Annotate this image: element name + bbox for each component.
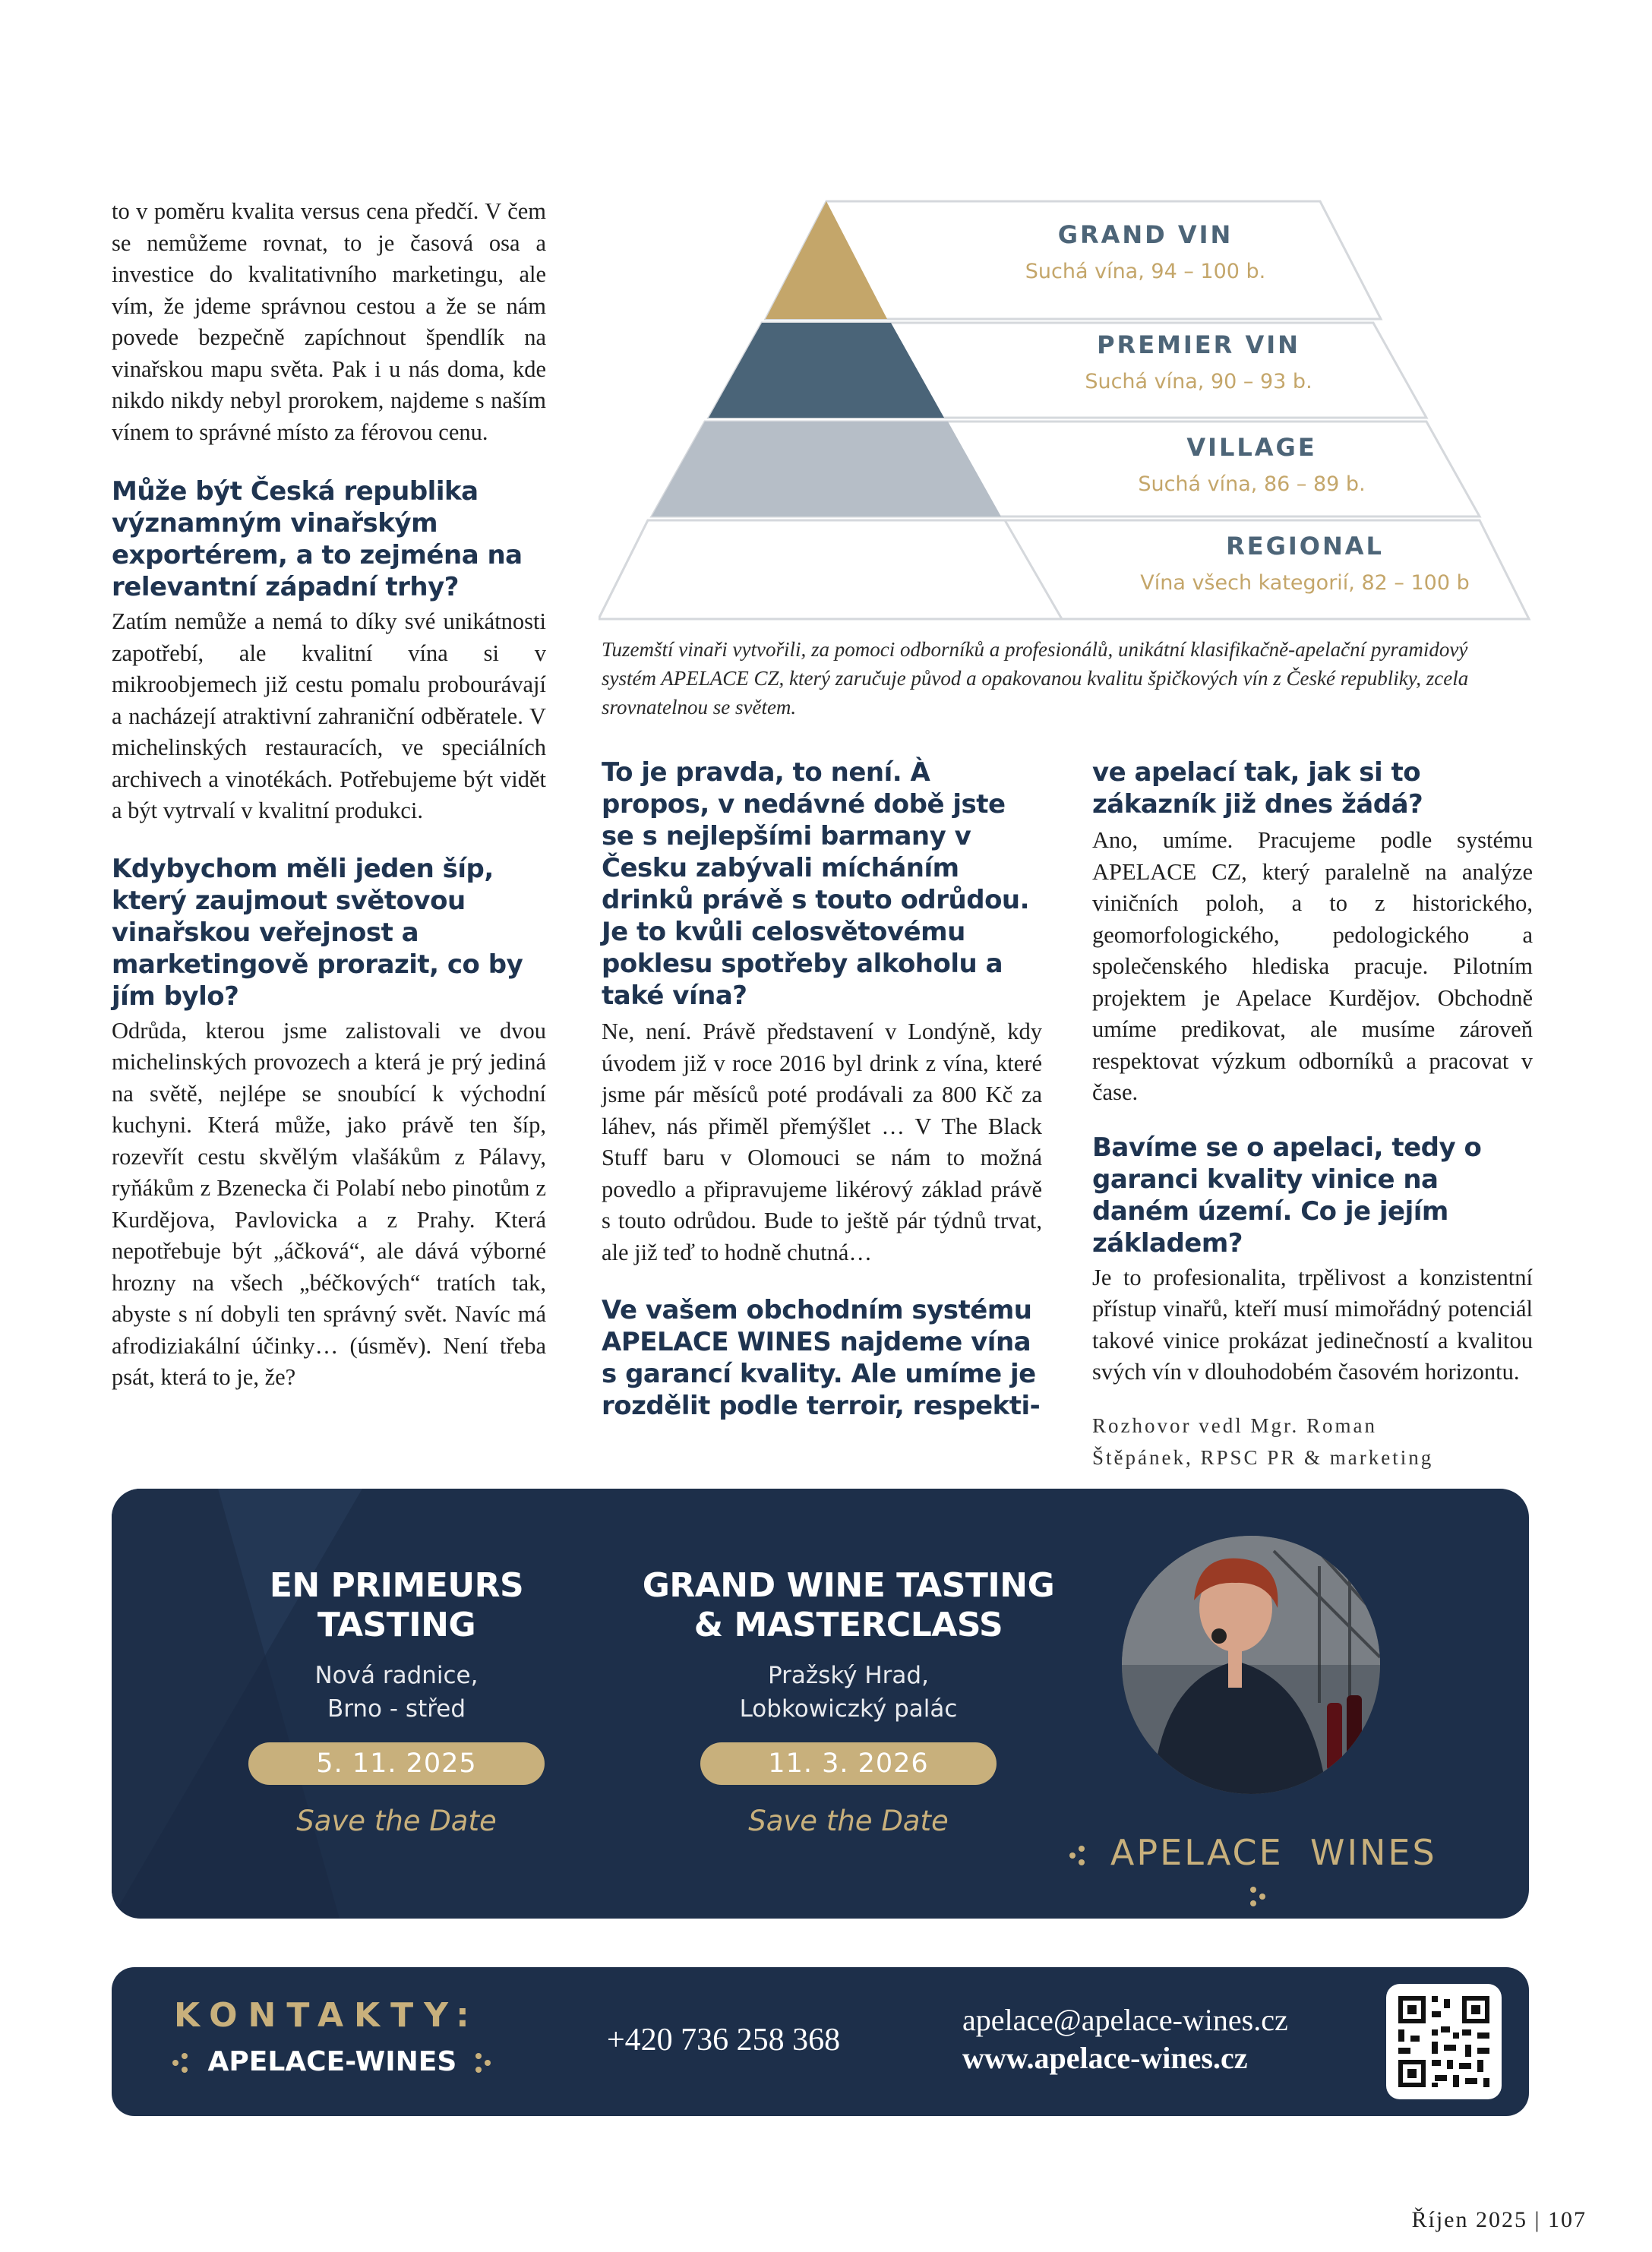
tier-premier-vin xyxy=(1009,330,1388,393)
brand-name: APELACE-WINES xyxy=(207,2046,457,2077)
tier-subtitle: Suchá vína, 90 – 93 b. xyxy=(1085,370,1312,393)
contact-phone[interactable]: +420 736 258 368 xyxy=(607,2023,841,2058)
paragraph: Ne, není. Právě představení v Londýně, kdy úvodem již v roce 2016 byl drink z vína, které jsme pár měsíců poté prodávali za 800 Kč za láhev, nás přiměl přemýšlet … V The Black Stuff baru v Olomouci se nám to možná povedlo a připravujeme likérový základ právě s touto odrůdou. Bude to ještě pár týdnů trvat, ale již teď to hodně chutná… xyxy=(602,1019,1042,1265)
event-title: & MASTERCLASS xyxy=(693,1606,1003,1644)
tier-fill-premier-vin xyxy=(709,323,944,418)
caption-text: Tuzemští vinaři vytvořili, za pomoci odborníků a profesionálů, unikátní klasifikačně-apelační pyramidový systém APELACE CZ, který zaručuje původ a opakovanou kvalitu špičkových vín z České republiky, zcela srovnatelnou se světem. xyxy=(602,638,1469,719)
tier-fill-village xyxy=(652,422,1001,516)
tier-fill-regional xyxy=(599,520,1062,619)
photo-illustration xyxy=(1122,1536,1380,1794)
paragraph: to v poměru kvalita versus cena předčí. V čem se nemůžeme rovnat, to je časová osa a investice do kvalitativního marketingu, ale vím, že jdeme správnou cestou a že se nám povede bezpečně zapíchnout špendlík na vinařskou mapu světa. Pak i u nás doma, kde nikdo nikdy nebyl prorokem, najdeme s naším vínem to správné místo za férovou cenu. xyxy=(112,198,546,445)
tier-regional xyxy=(1085,532,1525,595)
event-en-primeurs xyxy=(218,1566,575,1837)
event-grand-wine-tasting xyxy=(628,1566,1069,1837)
event-place: Nová radnice, xyxy=(314,1662,479,1689)
paragraph: Zatím nemůže a nemá to díky své unikátnosti zapotřebí, ale kvalitní vína si v mikroobjemech již cestu pomalu probourávají a nacházejí atraktivní zahraniční odběratele. V michelinských restauracích, ve speciálních archivech a vinotékách. Potřebujeme být vidět a být vytrvalí v kvalitní produkci. xyxy=(112,608,546,823)
interview-question: Ve vašem obchodním systému APELACE WINES najdeme vína s garancí kvality. Ale umíme je rozdělit podle terroir, respekti- xyxy=(602,1295,1041,1421)
brand-logo xyxy=(1061,1832,1456,1914)
tier-name: REGIONAL xyxy=(1226,532,1384,561)
footer-separator: | xyxy=(1534,2207,1548,2232)
page-number: 107 xyxy=(1548,2207,1587,2232)
event-date-pill: 5. 11. 2025 xyxy=(248,1742,545,1785)
brand-name: APELACE WINES xyxy=(1110,1832,1437,1873)
qr-code-icon xyxy=(1386,1984,1502,2099)
qr-code[interactable] xyxy=(1386,1984,1502,2099)
tier-grand-vin xyxy=(956,220,1335,283)
contacts-bar xyxy=(112,1967,1529,2116)
tier-fill-grand-vin xyxy=(766,201,887,319)
contact-website[interactable]: www.apelace-wines.cz xyxy=(962,2041,1248,2075)
byline-line: Rozhovor vedl Mgr. Roman xyxy=(1092,1413,1377,1437)
pyramid-caption xyxy=(602,635,1498,722)
byline-line: Štěpánek, RPSC PR & marketing xyxy=(1092,1445,1434,1469)
dots-icon xyxy=(475,2051,492,2074)
event-place: Brno - střed xyxy=(327,1695,466,1723)
interview-question: Kdybychom měli jeden šíp, který zaujmout světovou vinařskou veřejnost a marketingově prorazit, co by jím bylo? xyxy=(112,853,523,1012)
save-the-date: Save the Date xyxy=(748,1805,949,1837)
tier-subtitle: Suchá vína, 94 – 100 b. xyxy=(1025,260,1266,283)
event-place: Lobkowiczký palác xyxy=(739,1695,958,1723)
tier-name: GRAND VIN xyxy=(1057,220,1233,249)
interview-question: To je pravda, to není. À propos, v nedávné době jste se s nejlepšími barmany v Česku zabývali mícháním drinků právě s touto odrůdou. Je to kvůli celosvětovému poklesu spotřeby alkoholu a také vína? xyxy=(602,757,1030,1011)
paragraph: Ano, umíme. Pracujeme podle systému APELACE CZ, který paralelně na analýze viničních poloh, a to z historického, geomorfologického, pedologického a společenského hlediska pracuje. Pilotním projektem je Apelace Kurdějov. Obchodně umíme predikovat, ale musíme zároveň respektovat výzkum odborníků a pracovat v čase. xyxy=(1092,827,1533,1105)
tier-name: VILLAGE xyxy=(1186,433,1317,462)
dots-icon xyxy=(1250,1885,1267,1908)
issue-date: Říjen 2025 xyxy=(1411,2207,1527,2232)
column-3 xyxy=(1092,756,1533,1473)
paragraph: Odrůda, kterou jsme zalistovali ve dvou michelinských provozech a která je prý jediná na světě, nejlépe se snoubící k východní kuchyni. Která může, jako právě ten šíp, rozevřít cestu skvělým vlašákům z Pálavy, ryňákům z Bzenecka či Polabí nebo pinotům z Kurdějova, Pavlovicka a z Prahy. Která nepotřebuje být „áčková“, ale dává výborné hrozny na všech „béčkových“ tratích tak, abyste s ní dobyli ten správný svět. Navíc má afrodiziakální účinky… (úsměv). Není třeba psát, která to je, že? xyxy=(112,1017,546,1390)
page-footer xyxy=(1411,2207,1587,2233)
dots-icon xyxy=(1069,1844,1086,1867)
column-1 xyxy=(112,196,546,1394)
save-the-date: Save the Date xyxy=(296,1805,497,1837)
byline xyxy=(1092,1410,1533,1473)
speaker-photo xyxy=(1122,1536,1380,1794)
interview-question: Může být Česká republika významným vinařským exportérem, a to zejména na relevantní západní trhy? xyxy=(112,476,523,602)
event-place: Pražský Hrad, xyxy=(768,1662,929,1689)
tier-name: PREMIER VIN xyxy=(1097,330,1300,359)
tier-subtitle: Suchá vína, 86 – 89 b. xyxy=(1138,472,1366,496)
event-title: TASTING xyxy=(317,1606,476,1644)
event-title: EN PRIMEURS xyxy=(269,1566,524,1605)
event-title: GRAND WINE TASTING xyxy=(642,1566,1055,1605)
dots-icon xyxy=(172,2051,189,2074)
event-date-pill: 11. 3. 2026 xyxy=(700,1742,997,1785)
contacts-label: KONTAKTY: xyxy=(174,1996,480,2035)
tier-village xyxy=(1062,433,1442,496)
column-2 xyxy=(602,756,1042,1422)
paragraph: Je to profesionalita, trpělivost a konzistentní přístup vinařů, kteří musí mimořádný potenciál takové vinice prokázat jedinečností a kvalitou svých vín v dlouhodobém časovém horizontu. xyxy=(1092,1264,1533,1385)
interview-question: Bavíme se o apelaci, tedy o garanci kvality vinice na daném území. Co je jejím základem? xyxy=(1092,1132,1482,1259)
contacts-brand xyxy=(172,2046,492,2077)
interview-question: ve apelací tak, jak si to zákazník již dnes žádá? xyxy=(1092,757,1423,820)
apelace-pyramid-chart xyxy=(599,197,1540,623)
tier-subtitle: Vína všech kategorií, 82 – 100 b xyxy=(1140,571,1470,595)
contact-email[interactable]: apelace@apelace-wines.cz xyxy=(962,2003,1288,2037)
events-banner xyxy=(112,1489,1529,1919)
